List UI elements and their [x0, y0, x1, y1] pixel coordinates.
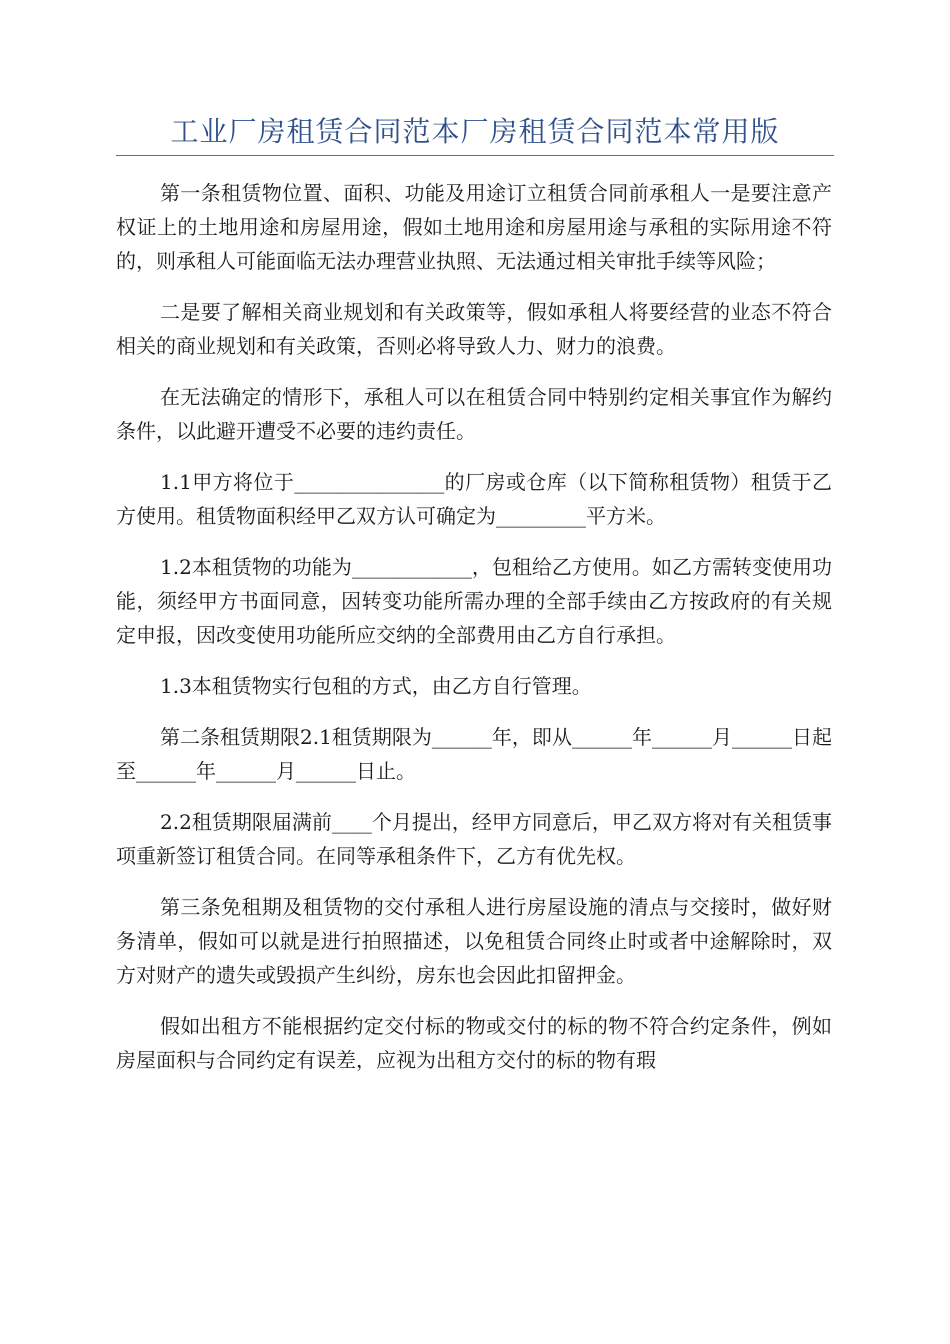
title-underline — [116, 155, 834, 156]
document-title: 工业厂房租赁合同范本厂房租赁合同范本常用版 — [170, 115, 780, 148]
document-body — [116, 176, 832, 1094]
paragraph-article-3: 第三条免租期及租赁物的交付承租人进行房屋设施的清点与交接时，做好财务清单，假如可以就是进行拍照描述，以免租赁合同终止时或者中途解除时，双方对财产的遗失或毁损产生纠纷，房东也会因此扣留押金。 — [116, 895, 832, 987]
paragraph-clause-1-1: 1.1甲方将位于_______________的厂房或仓库（以下简称租赁物）租赁于乙方使用。租赁物面积经甲乙双方认可确定为_________平方米。 — [116, 470, 832, 528]
paragraph-clause-2-2: 2.2租赁期限届满前____个月提出，经甲方同意后，甲乙双方将对有关租赁事项重新签订租赁合同。在同等承租条件下，乙方有优先权。 — [116, 810, 832, 868]
paragraph-business-planning: 二是要了解相关商业规划和有关政策等，假如承租人将要经营的业态不符合相关的商业规划和有关政策，否则必将导致人力、财力的浪费。 — [116, 300, 832, 358]
paragraph-article-1: 第一条租赁物位置、面积、功能及用途订立租赁合同前承租人一是要注意产权证上的土地用途和房屋用途，假如土地用途和房屋用途与承租的实际用途不符的，则承租人可能面临无法办理营业执照、无法通过相关审批手续等风险； — [116, 181, 832, 273]
paragraph-termination-condition: 在无法确定的情形下，承租人可以在租赁合同中特别约定相关事宜作为解约条件，以此避开遭受不必要的违约责任。 — [116, 385, 832, 443]
paragraph-clause-1-3: 1.3本租赁物实行包租的方式，由乙方自行管理。 — [160, 674, 592, 698]
paragraph-clause-1-2: 1.2本租赁物的功能为____________，包租给乙方使用。如乙方需转变使用功能，须经甲方书面同意，因转变功能所需办理的全部手续由乙方按政府的有关规定申报，因改变使用功能所应交纳的全部费用由乙方自行承担。 — [116, 555, 832, 647]
paragraph-delivery-defects: 假如出租方不能根据约定交付标的物或交付的标的物不符合约定条件，例如房屋面积与合同约定有误差，应视为出租方交付的标的物有瑕 — [116, 1014, 832, 1072]
paragraph-article-2: 第二条租赁期限2.1租赁期限为______年，即从______年______月______日起至______年______月______日止。 — [116, 725, 832, 783]
